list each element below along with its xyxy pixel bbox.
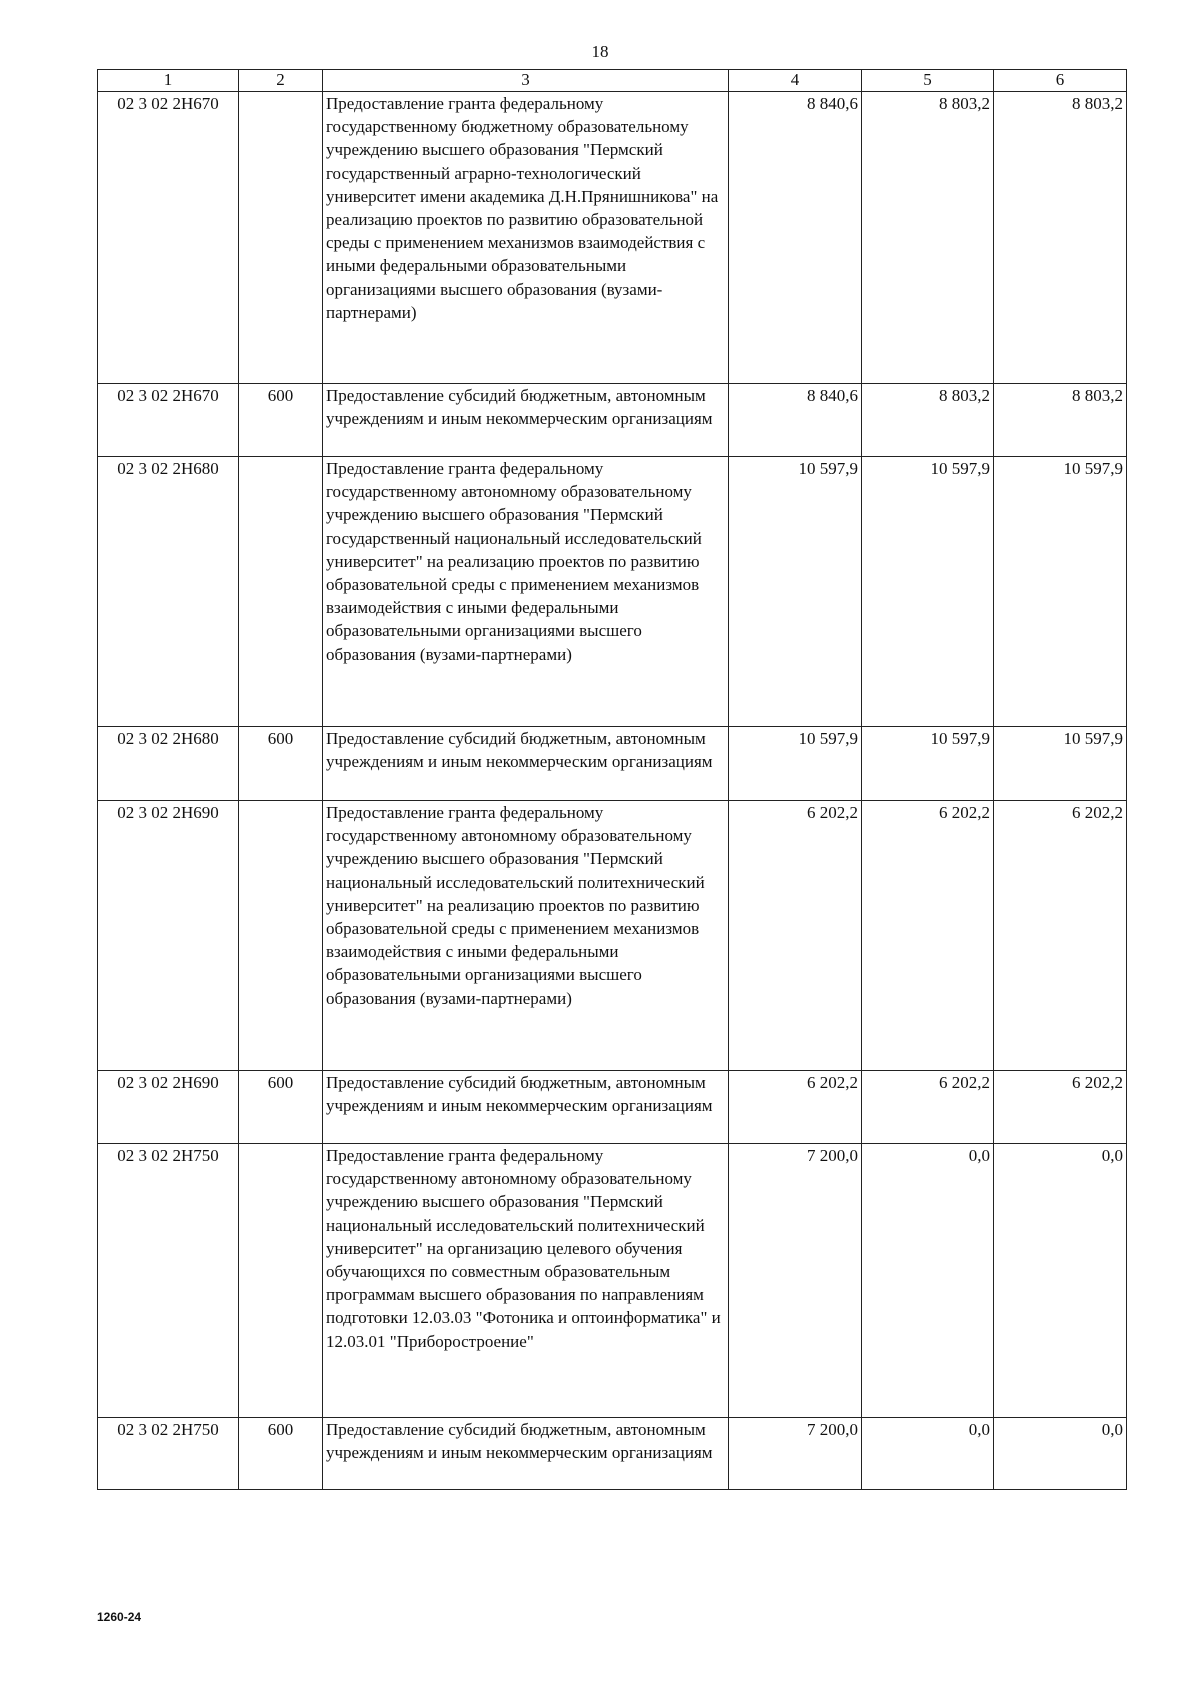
expense-type-cell: 600: [239, 1418, 323, 1490]
page-number: 18: [591, 42, 609, 61]
column-number-row: [98, 70, 1127, 92]
amount-col4-cell: 8 840,6: [729, 92, 862, 384]
amount-col5-cell: 0,0: [862, 1418, 994, 1490]
budget-code-cell: 02 3 02 2Н670: [98, 384, 239, 457]
budget-code-cell: 02 3 02 2Н750: [98, 1418, 239, 1490]
amount-col6-cell: 6 202,2: [994, 801, 1127, 1071]
expense-type-cell: 600: [239, 1071, 323, 1144]
amount-col5-cell: 10 597,9: [862, 457, 994, 727]
description-cell: Предоставление субсидий бюджетным, автономным учреждениям и иным некоммерческим организациям: [323, 1418, 729, 1490]
table-row: [98, 727, 1127, 801]
table-row: [98, 92, 1127, 384]
expense-type-cell: [239, 92, 323, 384]
amount-col6-cell: 8 803,2: [994, 384, 1127, 457]
amount-col6-cell: 10 597,9: [994, 727, 1127, 801]
column-header-1: 1: [98, 70, 239, 92]
document-footer-code: 1260-24: [97, 1610, 142, 1624]
column-header-4: 4: [729, 70, 862, 92]
amount-col4-cell: 7 200,0: [729, 1418, 862, 1490]
amount-col6-cell: 10 597,9: [994, 457, 1127, 727]
budget-code-cell: 02 3 02 2Н690: [98, 801, 239, 1071]
budget-code-cell: 02 3 02 2Н690: [98, 1071, 239, 1144]
amount-col5-cell: 6 202,2: [862, 801, 994, 1071]
description-cell: Предоставление субсидий бюджетным, автономным учреждениям и иным некоммерческим организациям: [323, 727, 729, 801]
budget-code-cell: 02 3 02 2Н680: [98, 457, 239, 727]
budget-code-cell: 02 3 02 2Н680: [98, 727, 239, 801]
description-cell: Предоставление субсидий бюджетным, автономным учреждениям и иным некоммерческим организациям: [323, 1071, 729, 1144]
table-row: [98, 384, 1127, 457]
description-cell: Предоставление гранта федеральному государственному автономному образовательному учреждению высшего образования "Пермский национальный исследовательский политехнический университет" на организацию целевого обучения обучающихся по совместным образовательным программам высшего образования по направлениям подготовки 12.03.03 "Фотоника и оптоинформатика" и 12.03.01 "Приборостроение": [323, 1144, 729, 1418]
amount-col5-cell: 8 803,2: [862, 384, 994, 457]
budget-table: [97, 69, 1127, 1490]
table-row: [98, 457, 1127, 727]
amount-col4-cell: 6 202,2: [729, 801, 862, 1071]
amount-col4-cell: 10 597,9: [729, 727, 862, 801]
amount-col5-cell: 0,0: [862, 1144, 994, 1418]
table-row: [98, 1418, 1127, 1490]
budget-code-cell: 02 3 02 2Н670: [98, 92, 239, 384]
column-header-2: 2: [239, 70, 323, 92]
column-header-6: 6: [994, 70, 1127, 92]
amount-col6-cell: 6 202,2: [994, 1071, 1127, 1144]
description-cell: Предоставление гранта федеральному государственному автономному образовательному учреждению высшего образования "Пермский государственный национальный исследовательский университет" на реализацию проектов по развитию образовательной среды с применением механизмов взаимодействия с иными федеральными образовательными организациями высшего образования (вузами-партнерами): [323, 457, 729, 727]
amount-col5-cell: 6 202,2: [862, 1071, 994, 1144]
expense-type-cell: [239, 1144, 323, 1418]
amount-col6-cell: 8 803,2: [994, 92, 1127, 384]
table-row: [98, 1144, 1127, 1418]
amount-col6-cell: 0,0: [994, 1144, 1127, 1418]
amount-col4-cell: 7 200,0: [729, 1144, 862, 1418]
amount-col4-cell: 8 840,6: [729, 384, 862, 457]
table-row: [98, 801, 1127, 1071]
amount-col6-cell: 0,0: [994, 1418, 1127, 1490]
amount-col5-cell: 10 597,9: [862, 727, 994, 801]
amount-col4-cell: 6 202,2: [729, 1071, 862, 1144]
description-cell: Предоставление гранта федеральному государственному бюджетному образовательному учреждению высшего образования "Пермский государственный аграрно-технологический университет имени академика Д.Н.Прянишникова" на реализацию проектов по развитию образовательной среды с применением механизмов взаимодействия с иными федеральными образовательными организациями высшего образования (вузами-партнерами): [323, 92, 729, 384]
amount-col4-cell: 10 597,9: [729, 457, 862, 727]
column-header-3: 3: [323, 70, 729, 92]
expense-type-cell: 600: [239, 384, 323, 457]
expense-type-cell: 600: [239, 727, 323, 801]
column-header-5: 5: [862, 70, 994, 92]
amount-col5-cell: 8 803,2: [862, 92, 994, 384]
budget-code-cell: 02 3 02 2Н750: [98, 1144, 239, 1418]
description-cell: Предоставление гранта федеральному государственному автономному образовательному учреждению высшего образования "Пермский национальный исследовательский политехнический университет" на реализацию проектов по развитию образовательной среды с применением механизмов взаимодействия с иными федеральными образовательными организациями высшего образования (вузами-партнерами): [323, 801, 729, 1071]
description-cell: Предоставление субсидий бюджетным, автономным учреждениям и иным некоммерческим организациям: [323, 384, 729, 457]
expense-type-cell: [239, 457, 323, 727]
expense-type-cell: [239, 801, 323, 1071]
table-row: [98, 1071, 1127, 1144]
